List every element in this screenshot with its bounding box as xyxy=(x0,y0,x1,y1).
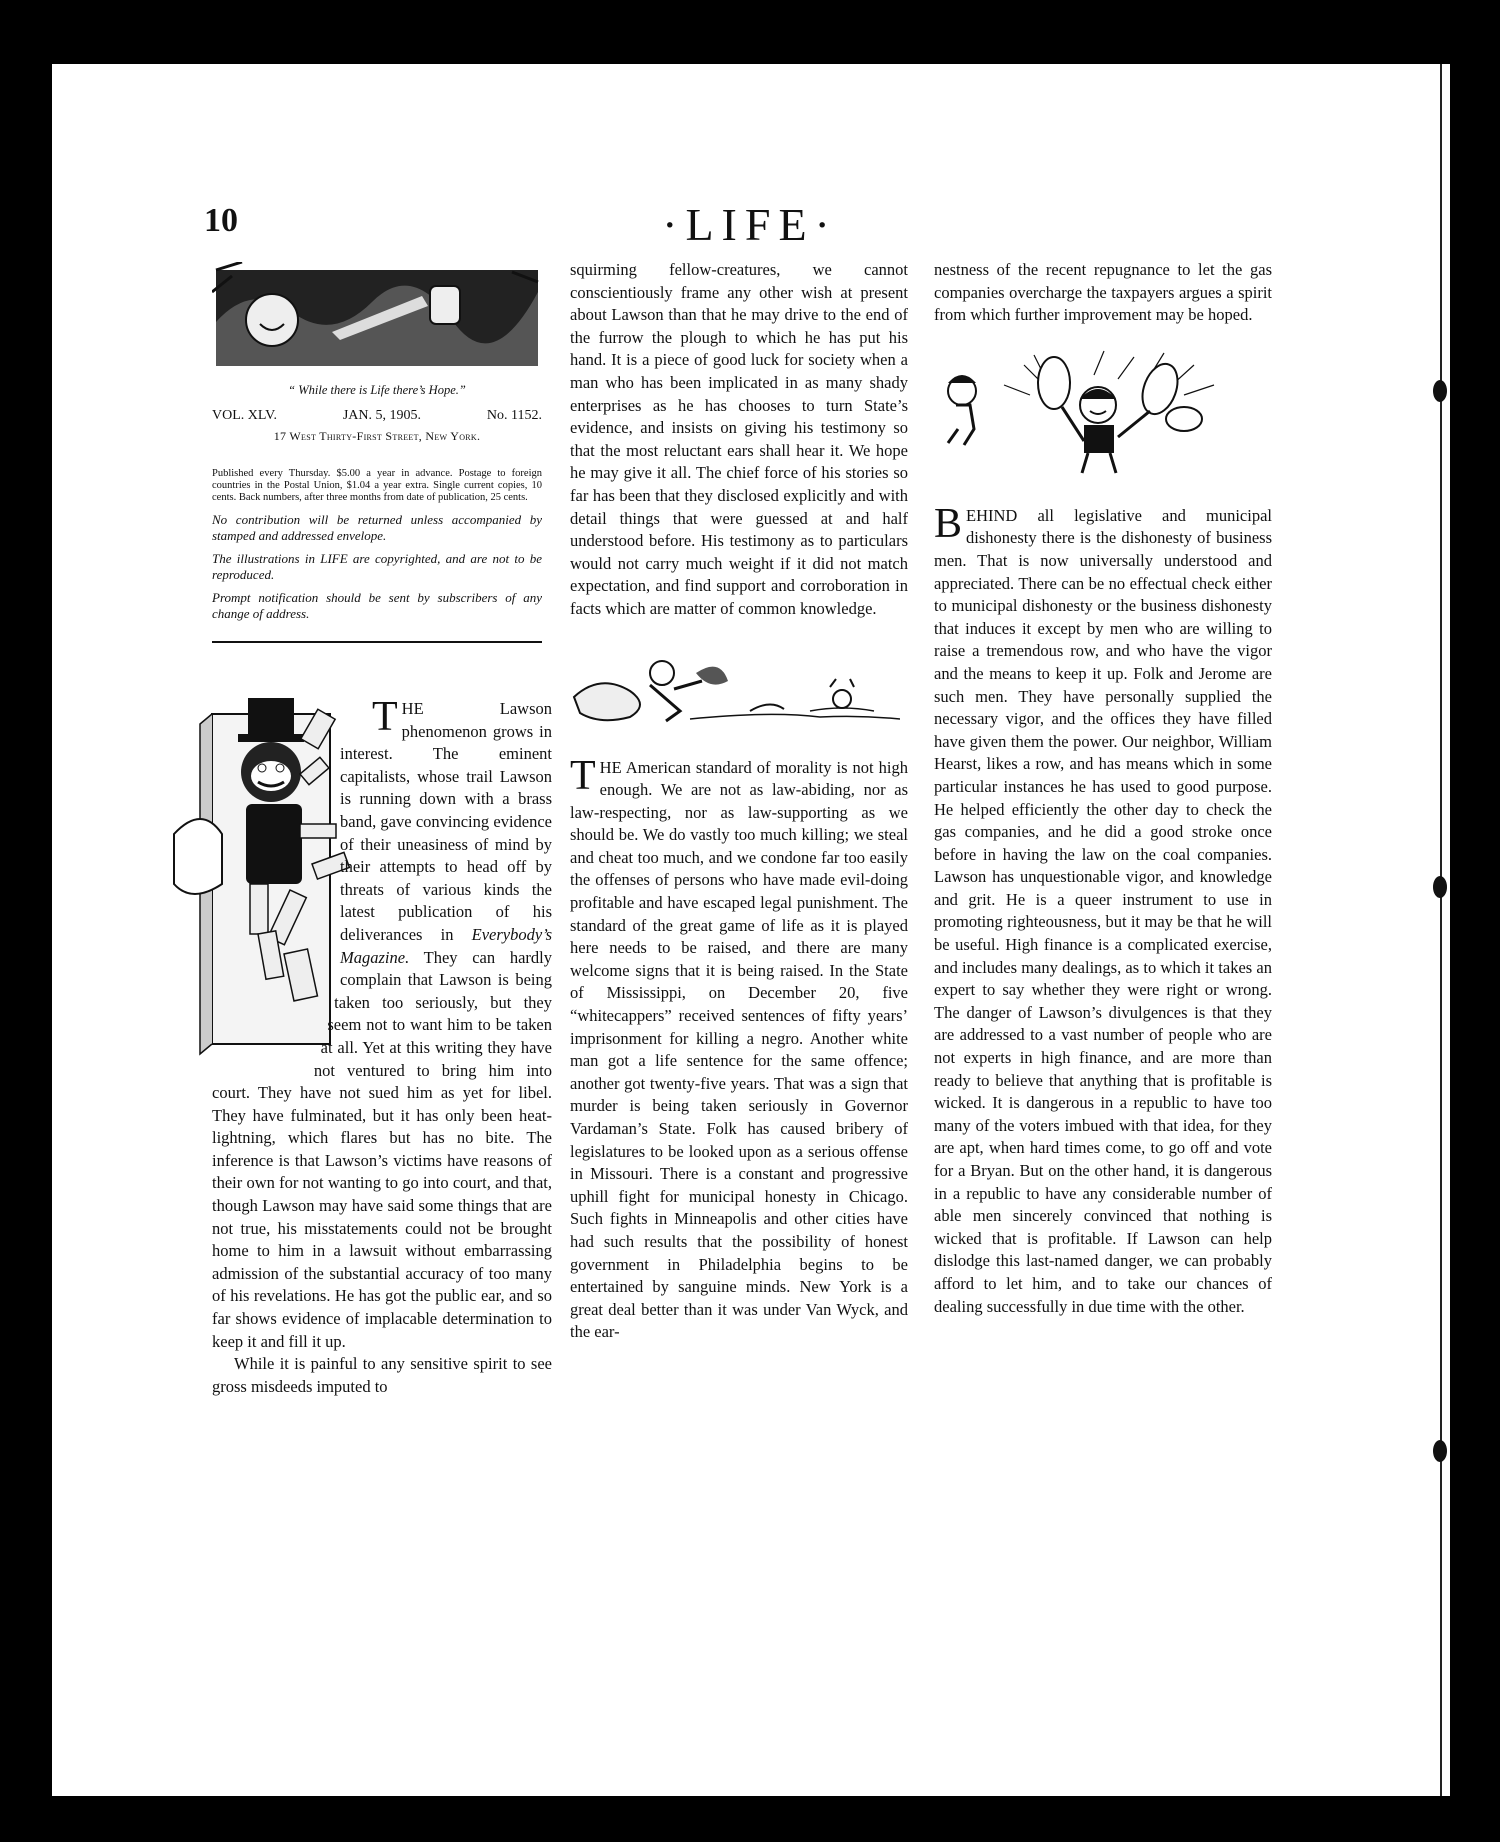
page-number: 10 xyxy=(204,202,238,239)
issue-line xyxy=(212,408,542,424)
address-change-notice: Prompt notification should be sent by subscribers of any change of address. xyxy=(212,590,542,621)
boys-with-rackets-illustration xyxy=(934,345,1272,479)
masthead-title: ·LIFE· xyxy=(662,199,838,250)
dropcap-dishonesty: B xyxy=(934,500,963,547)
contribution-notice: No contribution will be returned unless accompanied by stamped and addressed envelope. xyxy=(212,512,542,543)
dropcap-morality: T xyxy=(570,752,596,799)
page-binding-edge xyxy=(1440,64,1450,1796)
magazine-motto: “ While there is Life there’s Hope.” xyxy=(288,383,466,397)
morality-text: HE American standard of morality is not high enough. We are not as law-abiding, nor as law-respecting, nor as law-supporting as we should be. We do vastly too much killing; we steal and cheat too much, and we condone far too easily the offenses of persons who have made evil-doing profitable and have escaped legal punishment. The standard of the great game of life as it is played here needs to be raised, and there are many welcome signs that it is being raised. In the State of Mississippi, on December 20, five “whitecappers” received sentences of fifty years’ imprisonment for killing a negro. Another white man got a life sentence for the same offence; another got twenty-five years. That was a sign that murder is being taken seriously in Governor Vardaman’s State. Folk has caused bribery of legislatures to be looked upon as a serious offense in Missouri. There is a constant and progressive uphill fight for municipal honesty in Chicago. Such fights in Minneapolis and other cities have had such results that the possibility of honest government in Philadelphia begins to be entertained by sanguine minds. New York is a great deal better than it was under Van Wyck, and the ear- xyxy=(570,757,908,1342)
morality-continued-text: nestness of the recent repugnance to let the gas companies overcharge the taxpayers argues a spirit from which further improvement may be hoped. xyxy=(934,260,1272,325)
column-3 xyxy=(934,259,1272,1318)
chase-scene-illustration xyxy=(570,651,908,729)
subscription-info: Published every Thursday. $5.00 a year in advance. Postage to foreign countries in the Postal Union, $1.04 a year extra. Single current copies, 10 cents. Back numbers, after three months from date of publication, 25 cents. xyxy=(212,468,542,503)
article-lawson xyxy=(212,694,552,1398)
dropcap-lawson: T xyxy=(372,694,398,740)
publisher-address: 17 West Thirty-First Street, New York. xyxy=(273,429,481,443)
lawson-paragraph-2-continued: squirming fellow-creatures, we cannot conscientiously frame any other wish at present about Lawson than that he may drive to the end of the furrow the plough to which he has put his hand. It is a piece of good luck for society when a man who has been implicated in as many shady enterprises as he has chooses to turn State’s evidence, and insists on giving his testimony so that the most reluctant ears shall hear it. We hope he may give it all. The chief force of his stories so far has been that they disclosed explicitly and with detail things that were guessed at and half understood before. His testimony as to particulars would not carry much weight if it did not match expectation, and find support and corroboration in facts which are matter of common knowledge. xyxy=(570,260,908,618)
credits-block xyxy=(212,262,542,643)
lawson-continued-text: They can hardly complain that Lawson is being taken too seriously, but they seem not to want him to be taken at all. Yet at this writing they have not ventured to bring him into court. They have not sued him as yet for libel. They have fulminated, but it has only been heat-lightning, which flares but has no bite. The inference is that Lawson’s victims have reasons of their own for not wanting to go into court, and that, though Lawson may have said some things that are not true, his misstatements could not be brought home to him in a lawsuit without embarrassing admission of the substantial accuracy of too many of his revelations. He has got the public ear, and so far shows evidence of implacable determination to keep it and fill it up. xyxy=(212,947,552,1351)
dishonesty-text: EHIND all legislative and municipal dishonesty there is the dishonesty of business men. That is now universally understood and appreciated. There can be no effectual check either to municipal dishonesty or the business dishonesty that induces it except by men who are willing to raise a tremendous row, and who have the vigor and the means to keep it up. Folk and Jerome are such men. They have personally supplied the necessary vigor, and the offices they have filled have given them the power. Our neighbor, William Hearst, likes a row, and has means which in some particular instances he has used to good purpose. He helped efficiently the other day to check the gas companies, and he did a good stroke once before in having the law on the coal companies. Lawson has unquestionable vigor, and knowledge and grit. He is a queer instrument to use in promoting righteousness, but it may be that he will be useful. High finance is a complicated exercise, and includes many dealings, as to which it takes an expert to say whether they were right or wrong. The danger of Lawson’s divulgences is that they are addressed to a vast number of people who are not experts in high finance, and are more than ready to believe that anything that is profitable is wicked. It is dangerous in a republic to have too many of the voters imbued with that idea, for they are apt, when hard times come, to go off and vote for a Bryan. But on the other hand, it is dangerous in a republic to have any considerable number of able men sincerely convinced that nothing is wicked that is profitable. If Lawson can help dislodge this last-named danger, we can probably afford to let him, and to take our chances of dealing successfully in due time with the other. xyxy=(934,505,1272,1316)
copyright-notice: The illustrations in LIFE are copyrighted, and are not to be reproduced. xyxy=(212,551,542,582)
column-2 xyxy=(570,259,908,1344)
issue-number: No. 1152. xyxy=(486,408,542,423)
masthead-banner-illustration xyxy=(212,262,542,374)
issue-date: JAN. 5, 1905. xyxy=(342,408,422,423)
magazine-title: Everybody’s Magazine. xyxy=(340,924,552,967)
lawson-paragraph-2: While it is painful to any sensitive spirit to see gross misdeeds imputed to xyxy=(212,1354,552,1396)
volume-label: VOL. XLV. xyxy=(212,408,277,423)
lawson-opening-text: HE Lawson phenomenon grows in interest. The eminent capitalists, whose trail Lawson is running down with a brass band, gave convincing evidence of their uneasiness of mind by their attempts to head off by threats of various kinds the latest publication of his deliverances in xyxy=(340,699,552,944)
divider-rule xyxy=(212,641,542,643)
